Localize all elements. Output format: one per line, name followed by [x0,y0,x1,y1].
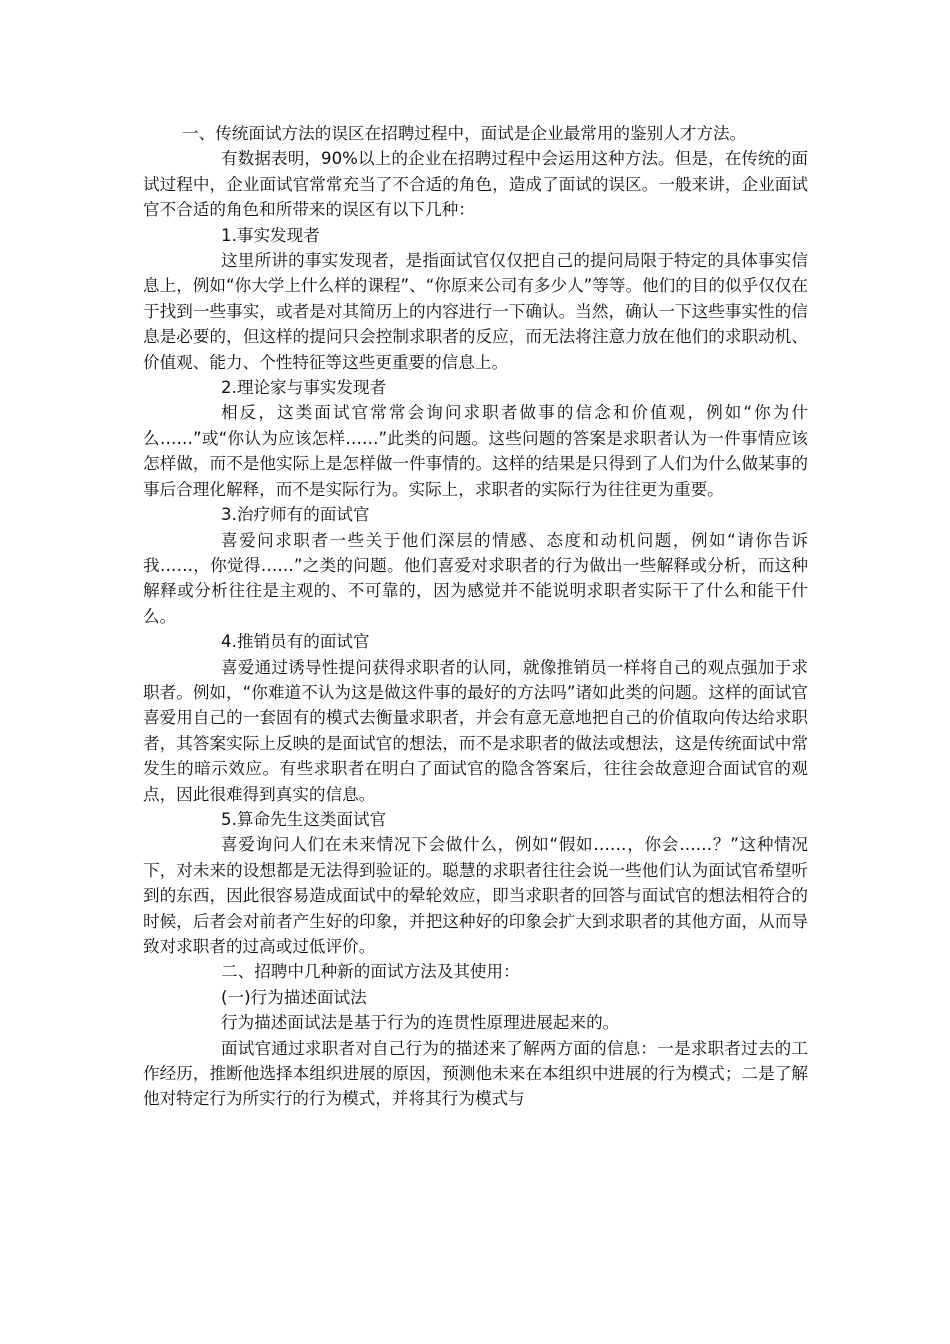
paragraph-behavior-details: 面试官通过求职者对自己行为的描述来了解两方面的信息：一是求职者过去的工作经历，推断他选择本组织进展的原因，预测他未来在本组织中进展的行为模式；二是了解他对特定行为所实行的行为模式，并将其行为模式与 [143,1038,808,1109]
paragraph-therapist: 喜爱问求职者一些关于他们深层的情感、态度和动机问题，例如“请你告诉我……，你觉得……”之类的问题。他们喜爱对求职者的行为做出一些解释或分析，而这种解释或分析往往是主观的、不可靠的，因为感觉并不能说明求职者实际干了什么和能干什么。 [143,530,808,626]
paragraph-theorist: 相反，这类面试官常常会询问求职者做事的信念和价值观，例如“你为什么……”或“你认为应该怎样……”此类的问题。这些问题的答案是求职者认为一件事情应该怎样做，而不是他实际上是怎样做一件事情的。这样的结果是只得到了人们为什么做某事的事后合理化解释，而不是实际行为。实际上，求职者的实际行为往往更为重要。 [143,403,808,499]
paragraph-fortune-teller: 喜爱询问人们在未来情况下会做什么，例如“假如……，你会……？”这种情况下，对未来的设想都是无法得到验证的。聪慧的求职者往往会说一些他们认为面试官希望听到的东西，因此很容易造成面试中的晕轮效应，即当求职者的回答与面试官的想法相符合的时候，后者会对前者产生好的印象，并把这种好的印象会扩大到求职者的其他方面，从而导致对求职者的过高或过低评价。 [143,835,808,956]
section-heading-salesman: 4.推销员有的面试官 [221,632,370,652]
section-heading-fact-finder: 1.事实发现者 [221,225,320,245]
paragraph-statistics: 有数据表明，90%以上的企业在招聘过程中会运用这种方法。但是，在传统的面试过程中，企业面试官常常充当了不合适的角色，造成了面试的误区。一般来讲，企业面试官不合适的角色和所带来的误区有以下几种： [143,149,808,220]
section-heading-behavior-description: (一)行为描述面试法 [221,987,367,1007]
paragraph-intro: 一、传统面试方法的误区在招聘过程中，面试是企业最常用的鉴别人才方法。 [182,124,747,143]
paragraph-behavior-principle: 行为描述面试法是基于行为的连贯性原理进展起来的。 [221,1013,620,1033]
document-body [143,121,808,1112]
paragraph-salesman: 喜爱通过诱导性提问获得求职者的认同，就像推销员一样将自己的观点强加于求职者。例如，“你难道不认为这是做这件事的最好的方法吗”诸如此类的问题。这样的面试官喜爱用自己的一套固有的模式去衡量求职者，并会有意无意地把自己的价值取向传达给求职者，其答案实际上反映的是面试官的想法，而不是求职者的做法或想法，这是传统面试中常发生的暗示效应。有些求职者在明白了面试官的隐含答案后，往往会故意迎合面试官的观点，因此很难得到真实的信息。 [143,657,808,804]
section-heading-theorist: 2.理论家与事实发现者 [221,378,387,398]
paragraph-fact-finder: 这里所讲的事实发现者，是指面试官仅仅把自己的提问局限于特定的具体事实信息上，例如“你大学上什么样的课程”、“你原来公司有多少人”等等。他们的目的似乎仅仅在于找到一些事实，或者是对其简历上的内容进行一下确认。当然，确认一下这些事实性的信息是必要的，但这样的提问只会控制求职者的反应，而无法将注意力放在他们的求职动机、价值观、能力、个性特征等这些更重要的信息上。 [143,251,808,372]
section-heading-therapist: 3.治疗师有的面试官 [221,505,370,525]
paragraph-new-methods: 二、招聘中几种新的面试方法及其使用： [221,962,520,982]
section-heading-fortune-teller: 5.算命先生这类面试官 [221,809,387,829]
